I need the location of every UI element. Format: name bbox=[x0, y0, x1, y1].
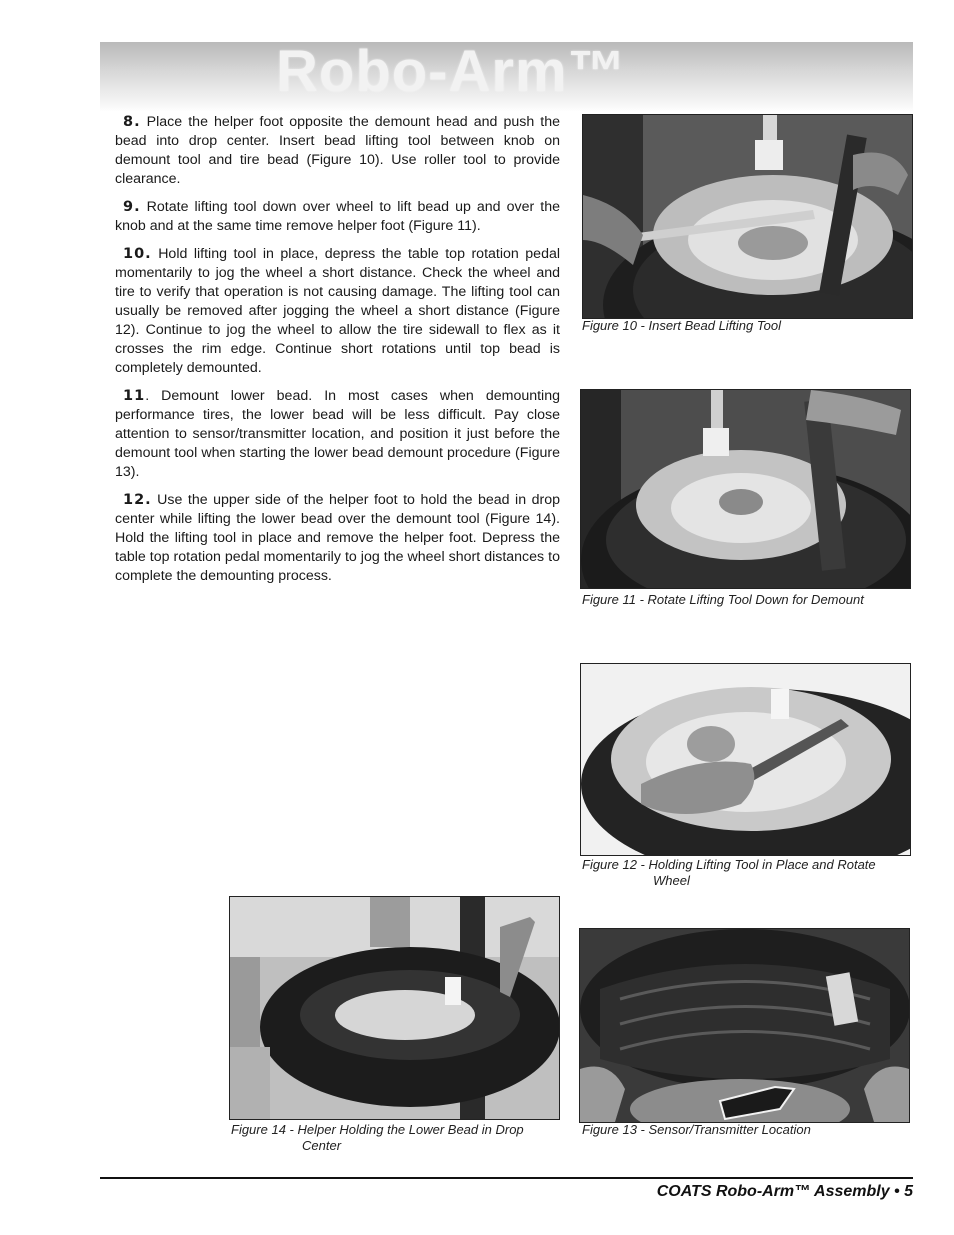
step-text: Use the upper side of the helper foot to hold the bead in drop center while lifting the lower bead over the demount tool (Figure 14). Hold the lifting tool in place and remove the helper foot. Depress the table top rotation pedal momentarily to jog the wheel short distances to complete the demounting process. bbox=[115, 492, 560, 584]
figure-12-photo bbox=[580, 663, 911, 856]
step-10 bbox=[115, 245, 560, 378]
step-number: 9. bbox=[123, 199, 141, 215]
page-title: Robo-Arm™ bbox=[276, 39, 627, 104]
step-number: 8. bbox=[123, 114, 141, 130]
step-number: 11 bbox=[123, 388, 146, 404]
figure-10-caption: Figure 10 - Insert Bead Lifting Tool bbox=[582, 318, 781, 333]
step-number: 10. bbox=[123, 246, 152, 262]
figure-14-photo bbox=[229, 896, 560, 1120]
instructions-column bbox=[115, 113, 560, 595]
caption-line: Center bbox=[302, 1138, 342, 1153]
figure-10-photo bbox=[582, 114, 913, 319]
caption-line: Wheel bbox=[653, 873, 690, 888]
figure-13-photo bbox=[579, 928, 910, 1123]
caption-line: Figure 14 - Helper Holding the Lower Bead in Drop bbox=[231, 1122, 524, 1137]
figure-13-caption: Figure 13 - Sensor/Transmitter Location bbox=[582, 1122, 811, 1137]
step-text: Hold lifting tool in place, depress the table top rotation pedal momentarily to jog the wheel a short distance. Check the wheel and tire to verify that operation is not causing damage. The lifting tool can usually be removed after jogging the wheel a short distance (Figure 12). Continue to jog the wheel to allow the tire sidewall to flex as it crosses the rim edge. Continue short rotations until top bead is completely demounted. bbox=[115, 246, 560, 376]
step-8 bbox=[115, 113, 560, 189]
footer-text: COATS Robo-Arm™ Assembly • 5 bbox=[656, 1183, 913, 1200]
header-band bbox=[100, 39, 913, 112]
step-text: . Demount lower bead. In most cases when demounting performance tires, the lower bead will be less difficult. Pay close attention to sensor/transmitter location, and position it just before the demount tool when starting the lower bead demount procedure (Figure 13). bbox=[115, 388, 560, 480]
figure-11-caption: Figure 11 - Rotate Lifting Tool Down for Demount bbox=[582, 592, 864, 607]
caption-line: Figure 12 - Holding Lifting Tool in Place and Rotate bbox=[582, 857, 876, 872]
step-12 bbox=[115, 491, 560, 586]
step-text: Rotate lifting tool down over wheel to lift bead up and over the knob and at the same time remove helper foot (Figure 11). bbox=[115, 199, 560, 234]
figure-12-caption bbox=[582, 857, 876, 889]
figure-11-photo bbox=[580, 389, 911, 589]
step-11 bbox=[115, 387, 560, 482]
step-9 bbox=[115, 198, 560, 236]
figure-14-caption bbox=[231, 1122, 524, 1154]
step-number: 12. bbox=[123, 492, 152, 508]
step-text: Place the helper foot opposite the demount head and push the bead into drop center. Insert bead lifting tool between knob on demount tool and tire bead (Figure 10). Use roller tool to provide clearance. bbox=[115, 114, 560, 187]
footer-rule bbox=[100, 1177, 913, 1179]
